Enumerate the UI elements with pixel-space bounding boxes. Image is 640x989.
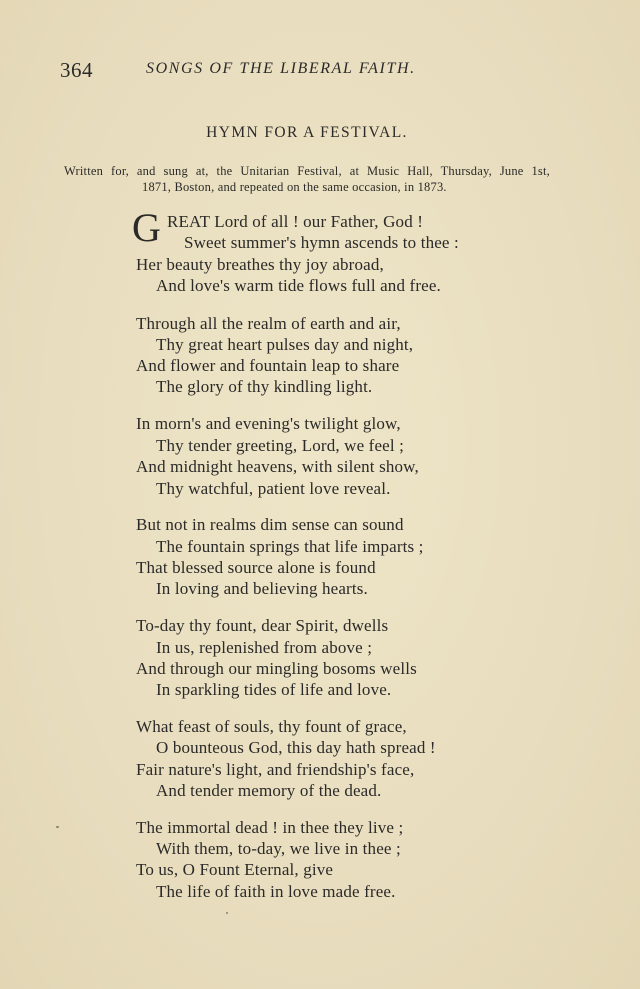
verse-line: And midnight heavens, with silent show, (136, 457, 419, 476)
verse-line: O bounteous God, this day hath spread ! (156, 738, 436, 757)
verse-line: The immortal dead ! in thee they live ; (136, 818, 404, 837)
hymn-title: HYMN FOR A FESTIVAL. (206, 124, 408, 141)
verse-line: To us, O Fount Eternal, give (136, 860, 334, 879)
verse-line: With them, to-day, we live in thee ; (156, 839, 401, 858)
verse-line: And tender memory of the dead. (156, 781, 382, 800)
hymn-subtitle-line-1: Written for, and sung at, the Unitarian Festival, at Music Hall, Thursday, June 1st, (64, 164, 550, 178)
verse-line: Through all the realm of earth and air, (136, 314, 401, 333)
verse-line: That blessed source alone is found (136, 558, 376, 577)
verse-line: But not in realms dim sense can sound (136, 515, 404, 534)
verse-line: Thy tender greeting, Lord, we feel ; (156, 436, 405, 455)
verse-line: The glory of thy kindling light. (156, 377, 373, 396)
verse-line: REAT Lord of all ! our Father, God ! (167, 212, 424, 231)
verse-line: What feast of souls, thy fount of grace, (136, 717, 407, 736)
verse-line: In morn's and evening's twilight glow, (136, 414, 401, 433)
verse-line: In loving and believing hearts. (156, 579, 368, 598)
verse-line: And flower and fountain leap to share (136, 356, 400, 375)
drop-cap: G (132, 205, 161, 250)
running-title: SONGS OF THE LIBERAL FAITH. (146, 60, 416, 77)
running-head (60, 58, 480, 84)
verse-line: The life of faith in love made free. (156, 882, 396, 901)
verse-line: The fountain springs that life imparts ; (156, 537, 424, 556)
verse-line: Her beauty breathes thy joy abroad, (136, 255, 384, 274)
verse-line: In us, replenished from above ; (156, 638, 373, 657)
verse-line: In sparkling tides of life and love. (156, 680, 392, 699)
ink-speck (226, 912, 228, 914)
verse-line: And through our mingling bosoms wells (136, 659, 417, 678)
hymn-subtitle-line-2: 1871, Boston, and repeated on the same occasion, in 1873. (142, 180, 447, 194)
page-number: 364 (60, 58, 93, 82)
verse-line: To-day thy fount, dear Spirit, dwells (136, 616, 389, 635)
verse-line: Thy watchful, patient love reveal. (156, 479, 391, 498)
verse-line: Thy great heart pulses day and night, (156, 335, 414, 354)
verse-line: Sweet summer's hymn ascends to thee : (184, 233, 459, 252)
verse-line: And love's warm tide flows full and free. (156, 276, 441, 295)
ink-speck (56, 826, 59, 828)
verse-line: Fair nature's light, and friendship's face, (136, 760, 415, 779)
